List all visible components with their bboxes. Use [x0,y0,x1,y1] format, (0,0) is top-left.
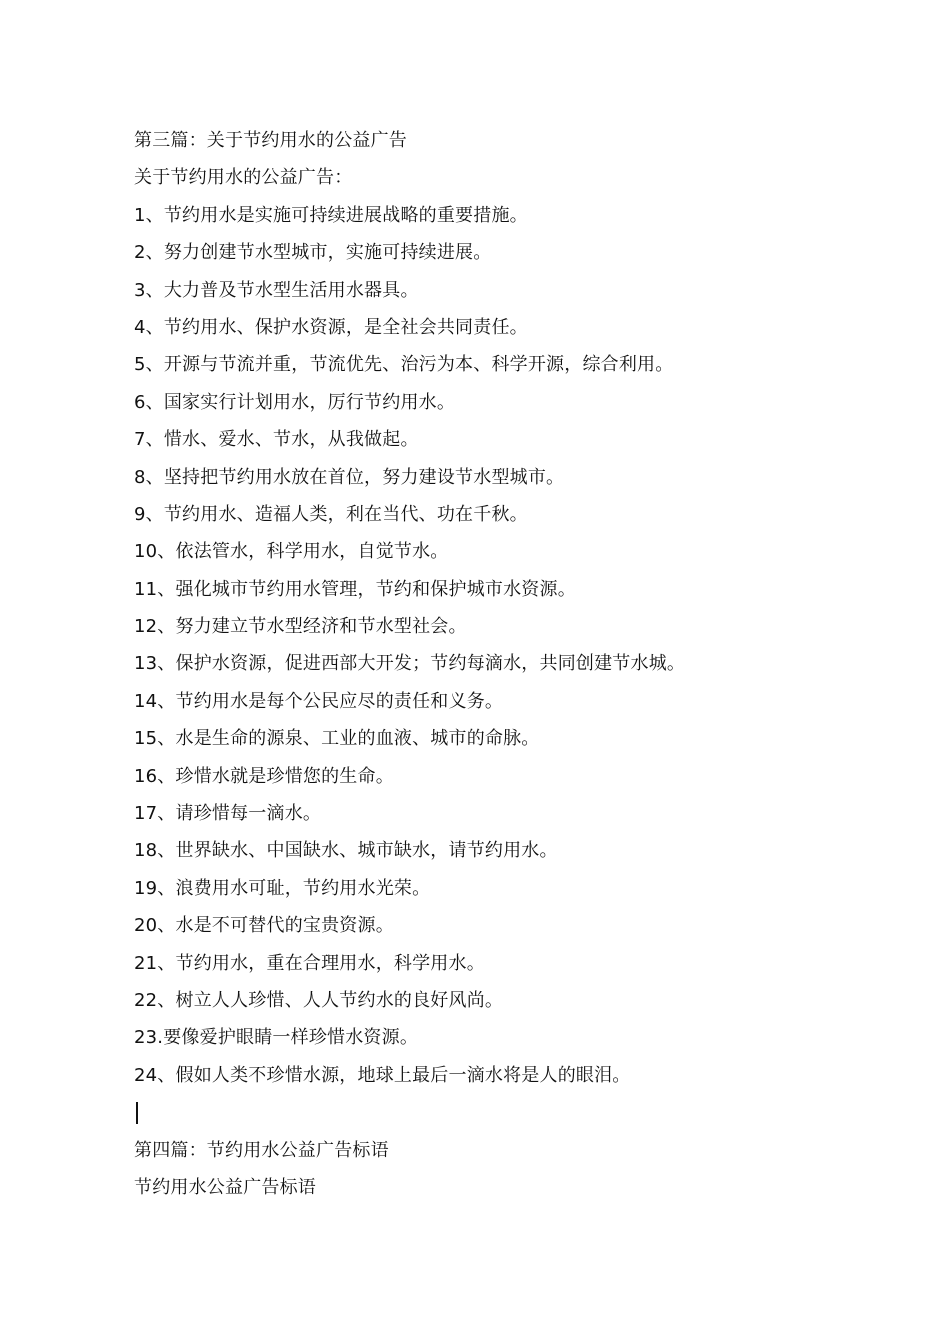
slogan-list [134,197,894,1094]
section4-heading: 第四篇：节约用水公益广告标语 [134,1139,389,1161]
slogan-item: 6、国家实行计划用水，厉行节约用水。 [134,391,456,413]
slogan-item: 22、树立人人珍惜、人人节约水的良好风尚。 [134,989,504,1011]
slogan-item: 21、节约用水，重在合理用水，科学用水。 [134,952,485,974]
slogan-item: 15、水是生命的源泉、工业的血液、城市的命脉。 [134,728,540,750]
section3-heading: 第三篇：关于节约用水的公益广告 [134,130,407,151]
slogan-item: 8、坚持把节约用水放在首位，努力建设节水型城市。 [134,466,565,488]
slogan-item: 10、依法管水，科学用水，自觉节水。 [134,541,449,563]
slogan-item: 20、水是不可替代的宝贵资源。 [134,915,394,937]
slogan-item: 5、开源与节流并重，节流优先、治污为本、科学开源，综合利用。 [134,354,674,376]
text-cursor-line[interactable] [134,1094,894,1131]
section4-subheading: 节约用水公益广告标语 [134,1176,316,1198]
slogan-item: 4、节约用水、保护水资源，是全社会共同责任。 [134,316,528,338]
slogan-item: 13、保护水资源，促进西部大开发；节约每滴水，共同创建节水城。 [134,653,686,675]
slogan-item: 3、大力普及节水型生活用水器具。 [134,279,419,301]
slogan-item: 2、努力创建节水型城市，实施可持续进展。 [134,242,492,264]
slogan-item: 16、珍惜水就是珍惜您的生命。 [134,765,394,787]
section3-intro: 关于节约用水的公益广告： [134,167,353,189]
slogan-item: 14、节约用水是每个公民应尽的责任和义务。 [134,690,504,712]
text-cursor [136,1102,138,1124]
slogan-item: 12、努力建立节水型经济和节水型社会。 [134,616,467,638]
slogan-item: 11、强化城市节约用水管理，节约和保护城市水资源。 [134,578,576,600]
slogan-item: 17、请珍惜每一滴水。 [134,803,322,825]
slogan-item: 19、浪费用水可耻，节约用水光荣。 [134,877,431,899]
slogan-item: 24、假如人类不珍惜水源，地球上最后一滴水将是人的眼泪。 [134,1064,631,1086]
slogan-item: 9、节约用水、造福人类，利在当代、功在千秋。 [134,503,528,525]
slogan-item: 18、世界缺水、中国缺水、城市缺水，请节约用水。 [134,840,558,862]
slogan-item: 7、惜水、爱水、节水，从我做起。 [134,429,419,451]
slogan-item: 23.要像爱护眼睛一样珍惜水资源。 [134,1027,419,1049]
slogan-item: 1、节约用水是实施可持续进展战略的重要措施。 [134,204,528,226]
document-body [134,122,894,1206]
